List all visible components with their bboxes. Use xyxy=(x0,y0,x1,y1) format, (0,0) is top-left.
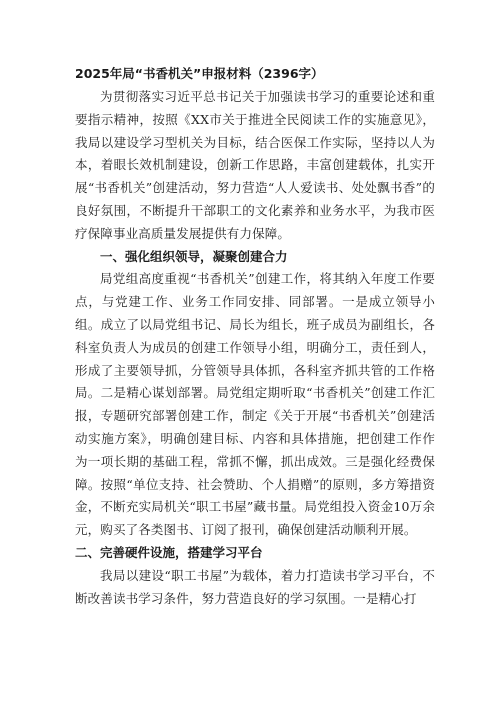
section-body-2: 我局以建设“职工书屋”为载体，着力打造读书学习平台，不断改善读书学习条件，努力营造良好的学习氛围。一是精心打 xyxy=(75,567,435,606)
section-heading-2: 二、完善硬件设施，搭建学习平台 xyxy=(75,544,263,560)
section-body-1: 局党组高度重视“书香机关”创建工作，将其纳入年度工作要点，与党建工作、业务工作同安排、同部署。一是成立领导小组。成立了以局党组书记、局长为组长，班子成员为副组长，各科室负责人为成员的创建工作领导小组，明确分工，责任到人，形成了主要领导抓，分管领导具体抓，各科室齐抓共管的工作格局。二是精心谋划部署。局党组定期听取“书香机关”创建工作汇报，专题研究部署创建工作，制定《关于开展“书香机关”创建活动实施方案》，明确创建目标、内容和具体措施，把创建工作作为一项长期的基础工程，常抓不懈，抓出成效。三是强化经费保障。按照“单位支持、社会赞助、个人捐赠”的原则，多方筹措资金，不断充实局机关“职工书屋”藏书量。局党组投入资金10万余元，购买了各类图书、订阅了报刊，确保创建活动顺利开展。 xyxy=(75,271,435,538)
intro-paragraph: 为贯彻落实习近平总书记关于加强读书学习的重要论述和重要指示精神，按照《XX市关于推进全民阅读工作的实施意见》，我局以建设学习型机关为目标，结合医保工作实际，坚持以人为本，着眼长效机制建设，创新工作思路，丰富创建载体，扎实开展“书香机关”创建活动，努力营造“人人爱读书、处处飘书香”的良好氛围，不断提升干部职工的文化素养和业务水平，为我市医疗保障事业高质量发展提供有力保障。 xyxy=(75,89,435,241)
document-body xyxy=(75,66,435,610)
document-title: 2025年局“书香机关”申报材料（2396字） xyxy=(75,66,324,81)
section-heading-1: 一、强化组织领导，凝聚创建合力 xyxy=(100,248,288,264)
